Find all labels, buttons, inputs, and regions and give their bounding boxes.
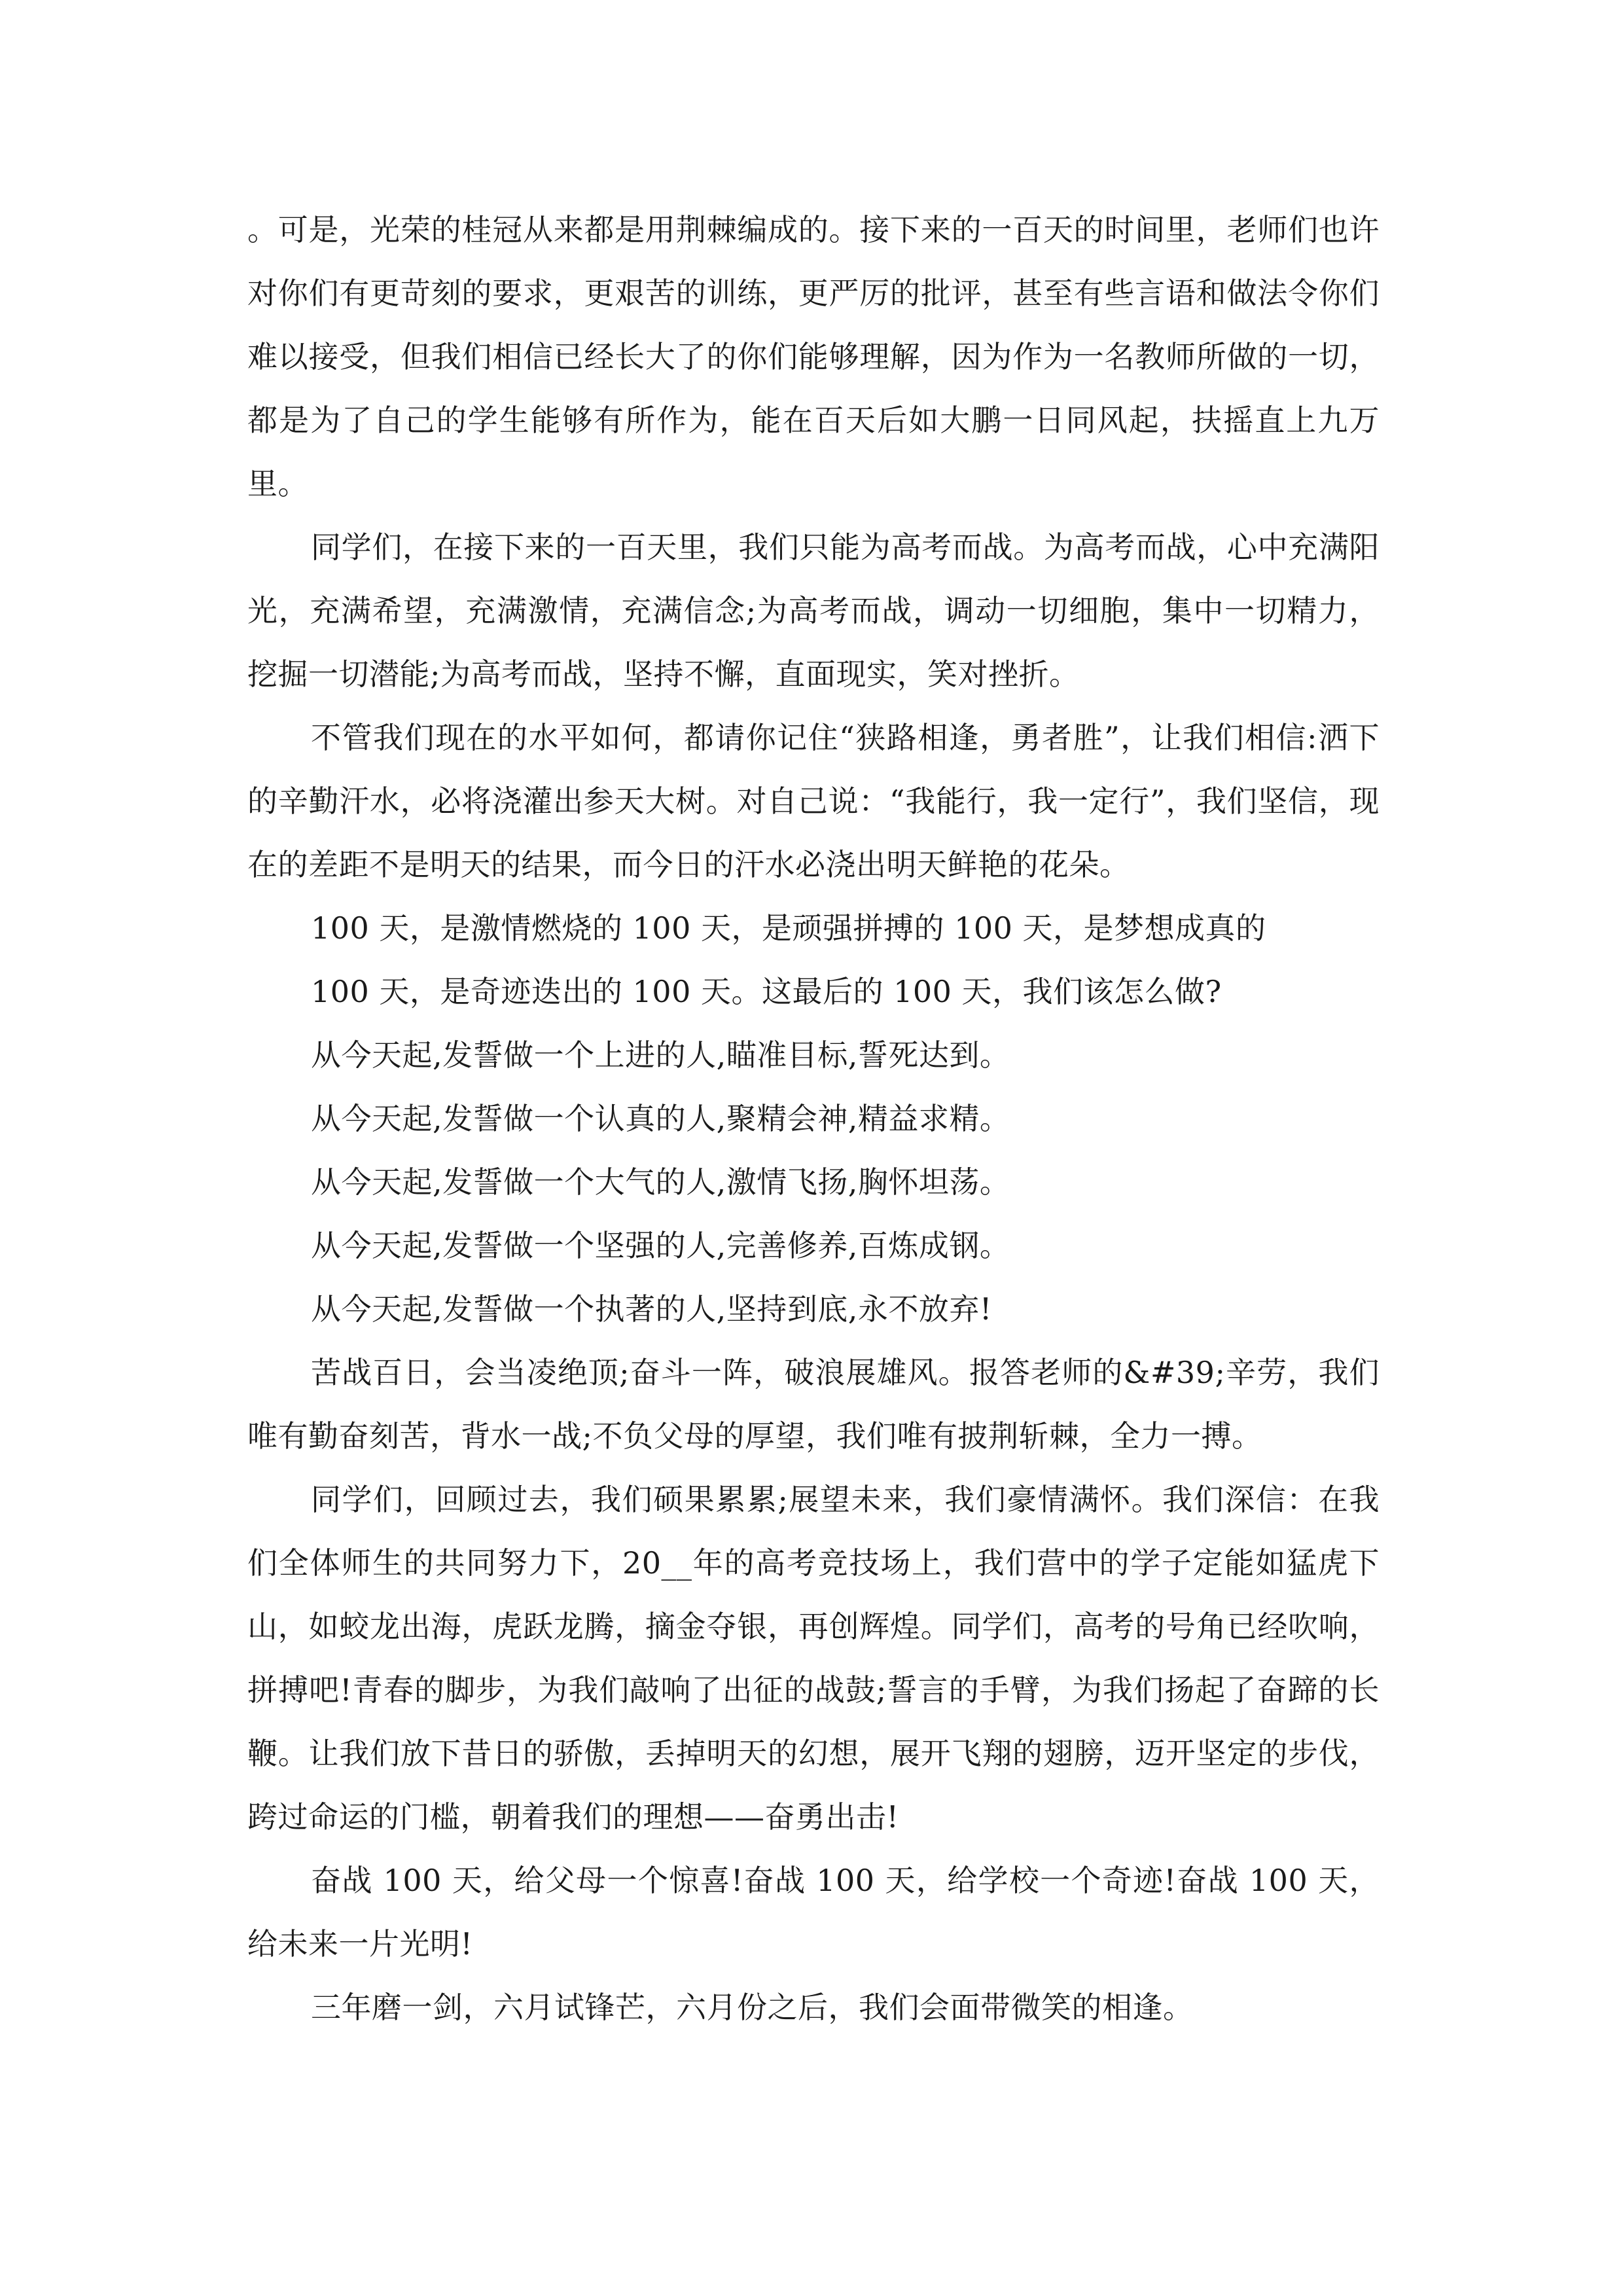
- vow-line-5: 从今天起,发誓做一个执著的人,坚持到底,永不放弃!: [311, 1291, 992, 1327]
- paragraph-6: 同学们，回顾过去，我们硕果累累;展望未来，我们豪情满怀。我们深信：在我们全体师生的共同努力下，20__年的高考竞技场上，我们营中的学子定能如猛虎下山，如蛟龙出海，虎跃龙腾，摘金夺银，再创辉煌。同学们，高考的号角已经吹响，拼搏吧!青春的脚步，为我们敲响了出征的战鼓;誓言的手臂，为我们扬起了奋蹄的长鞭。让我们放下昔日的骄傲，丢掉明天的幻想，展开飞翔的翅膀，迈开坚定的步伐，跨过命运的门槛，朝着我们的理想——奋勇出击!: [247, 1482, 1380, 1835]
- paragraph-2: 同学们，在接下来的一百天里，我们只能为高考而战。为高考而战，心中充满阳光，充满希望，充满激情，充满信念;为高考而战，调动一切细胞，集中一切精力，挖掘一切潜能;为高考而战，坚持不懈，直面现实，笑对挫折。: [247, 529, 1380, 692]
- paragraph-1: 。可是，光荣的桂冠从来都是用荆棘编成的。接下来的一百天的时间里，老师们也许对你们有更苛刻的要求，更艰苦的训练，更严厉的批评，甚至有些言语和做法令你们难以接受，但我们相信已经长大了的你们能够理解，因为作为一名教师所做的一切，都是为了自己的学生能够有所作为，能在百天后如大鹏一日同风起，扶摇直上九万里。: [247, 212, 1380, 501]
- paragraph-3: 不管我们现在的水平如何，都请你记住“狭路相逢，勇者胜”，让我们相信:洒下的辛勤汗水，必将浇灌出参天大树。对自己说：“我能行，我一定行”，我们坚信，现在的差距不是明天的结果，而今日的汗水必浇出明天鲜艳的花朵。: [247, 720, 1380, 882]
- paragraph-4-line-1: 100 天，是激情燃烧的 100 天，是顽强拼搏的 100 天，是梦想成真的: [311, 910, 1266, 946]
- vow-line-2: 从今天起,发誓做一个认真的人,聚精会神,精益求精。: [311, 1101, 1010, 1136]
- paragraph-7: 奋战 100 天，给父母一个惊喜!奋战 100 天，给学校一个奇迹!奋战 100 天，给未来一片光明!: [247, 1863, 1380, 1962]
- paragraph-8: 三年磨一剑，六月试锋芒，六月份之后，我们会面带微笑的相逢。: [311, 1990, 1194, 2025]
- vow-line-4: 从今天起,发誓做一个坚强的人,完善修养,百炼成钢。: [311, 1228, 1010, 1263]
- paragraph-4-line-2: 100 天，是奇迹迭出的 100 天。这最后的 100 天，我们该怎么做?: [311, 974, 1222, 1009]
- vow-line-1: 从今天起,发誓做一个上进的人,瞄准目标,誓死达到。: [311, 1037, 1010, 1073]
- vow-line-3: 从今天起,发誓做一个大气的人,激情飞扬,胸怀坦荡。: [311, 1164, 1010, 1200]
- paragraph-5: 苦战百日，会当凌绝顶;奋斗一阵，破浪展雄风。报答老师的&#39;辛劳，我们唯有勤奋刻苦，背水一战;不负父母的厚望，我们唯有披荆斩棘，全力一搏。: [247, 1355, 1380, 1454]
